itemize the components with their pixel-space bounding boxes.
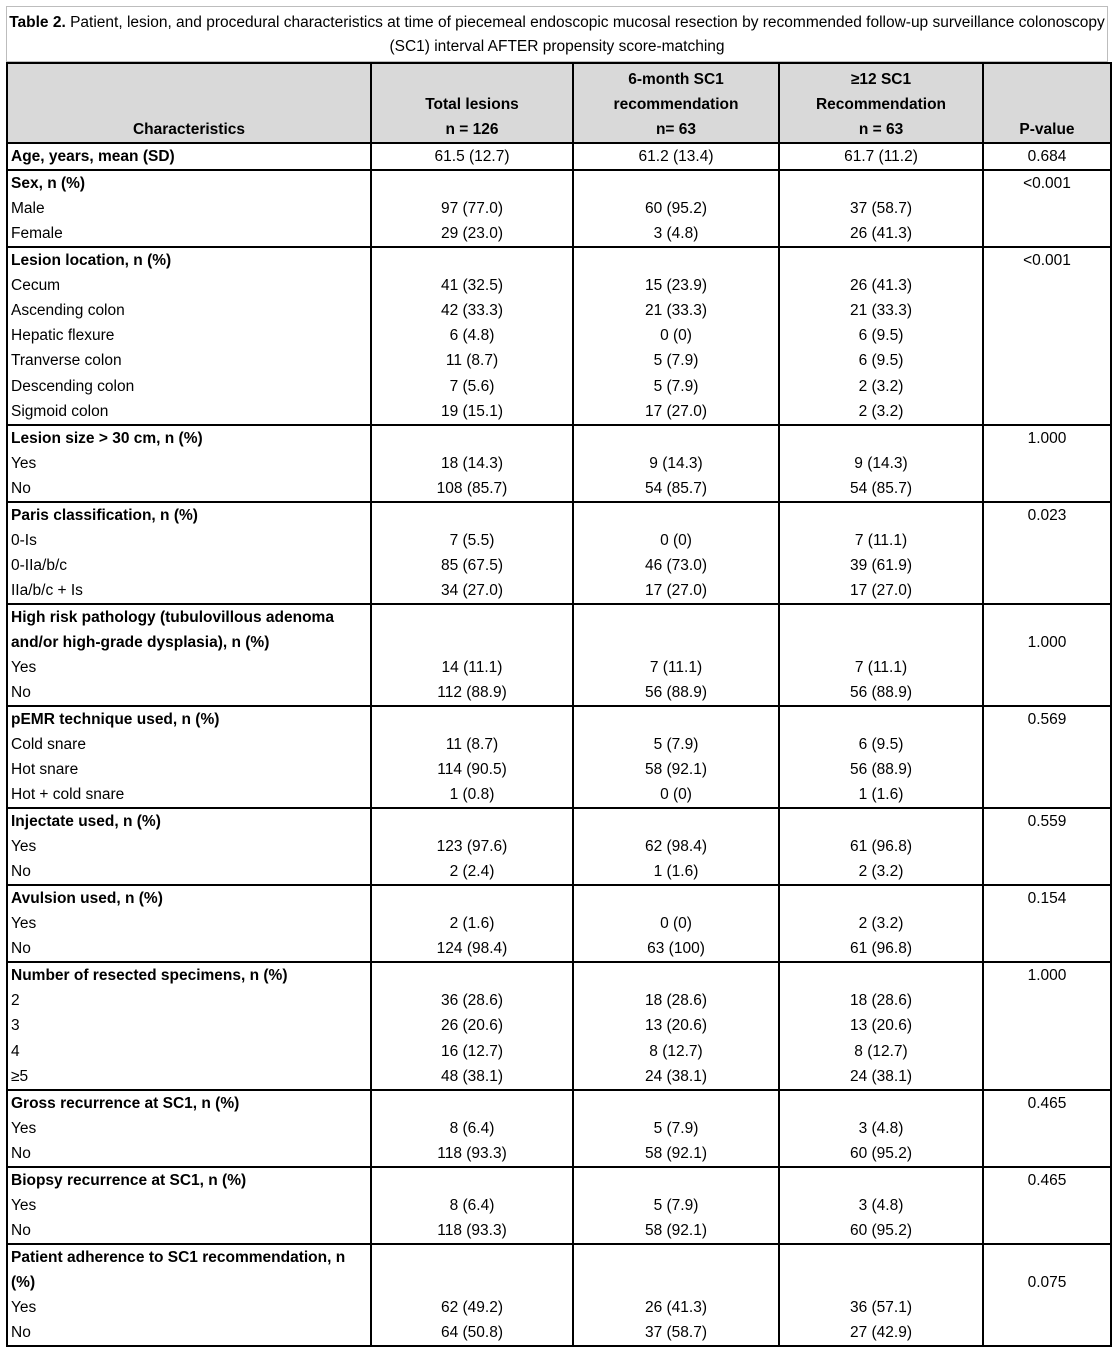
cell-p-value: 0.569 <box>983 706 1111 732</box>
cell-p-value <box>983 553 1111 578</box>
cell-p-value: 0.075 <box>983 1244 1111 1295</box>
table-group-row <box>7 604 1111 655</box>
cell-total: 85 (67.5) <box>371 553 573 578</box>
cell-total: 6 (4.8) <box>371 323 573 348</box>
cell-six-month: 5 (7.9) <box>573 1193 779 1218</box>
table-row <box>7 834 1111 859</box>
cell-p-value <box>983 1218 1111 1244</box>
table-row <box>7 1039 1111 1064</box>
cell-twelve-month: 26 (41.3) <box>779 273 983 298</box>
table-row <box>7 1295 1111 1320</box>
cell-twelve-month: 39 (61.9) <box>779 553 983 578</box>
table-row <box>7 859 1111 885</box>
cell-twelve-month: 2 (3.2) <box>779 911 983 936</box>
cell-total: 26 (20.6) <box>371 1013 573 1038</box>
cell-twelve-month: 37 (58.7) <box>779 196 983 221</box>
cell-total: 29 (23.0) <box>371 221 573 247</box>
row-label: High risk pathology (tubulovillous adenoma and/or high-grade dysplasia), n (%) <box>7 604 371 655</box>
cell-twelve-month <box>779 170 983 196</box>
cell-six-month: 54 (85.7) <box>573 476 779 502</box>
row-label: Gross recurrence at SC1, n (%) <box>7 1090 371 1116</box>
table-row <box>7 1218 1111 1244</box>
cell-p-value: <0.001 <box>983 247 1111 273</box>
cell-six-month: 0 (0) <box>573 911 779 936</box>
cell-six-month: 56 (88.9) <box>573 680 779 706</box>
table-row <box>7 528 1111 553</box>
cell-six-month: 5 (7.9) <box>573 1116 779 1141</box>
row-label: Sigmoid colon <box>7 399 371 425</box>
row-label: Ascending colon <box>7 298 371 323</box>
cell-total: 7 (5.5) <box>371 528 573 553</box>
row-label: ≥5 <box>7 1064 371 1090</box>
cell-twelve-month: 9 (14.3) <box>779 451 983 476</box>
cell-twelve-month: 3 (4.8) <box>779 1193 983 1218</box>
table-row <box>7 451 1111 476</box>
cell-six-month <box>573 170 779 196</box>
table-group-row <box>7 962 1111 988</box>
table-row <box>7 323 1111 348</box>
row-label: No <box>7 859 371 885</box>
header-twelve-month: ≥12 SC1 Recommendation n = 63 <box>779 63 983 143</box>
row-label: No <box>7 1320 371 1346</box>
cell-p-value <box>983 196 1111 221</box>
cell-twelve-month: 56 (88.9) <box>779 757 983 782</box>
table-group-row <box>7 1090 1111 1116</box>
cell-twelve-month <box>779 1244 983 1295</box>
table-row <box>7 476 1111 502</box>
cell-six-month: 1 (1.6) <box>573 859 779 885</box>
cell-six-month <box>573 706 779 732</box>
row-label: Paris classification, n (%) <box>7 502 371 528</box>
row-label: 3 <box>7 1013 371 1038</box>
cell-six-month: 60 (95.2) <box>573 196 779 221</box>
cell-twelve-month <box>779 962 983 988</box>
table-group-row <box>7 502 1111 528</box>
cell-p-value: 1.000 <box>983 604 1111 655</box>
cell-total: 61.5 (12.7) <box>371 143 573 170</box>
cell-twelve-month <box>779 604 983 655</box>
row-label: Yes <box>7 1295 371 1320</box>
table-group-row <box>7 425 1111 451</box>
table-row <box>7 936 1111 962</box>
cell-p-value: 0.465 <box>983 1090 1111 1116</box>
cell-six-month: 8 (12.7) <box>573 1039 779 1064</box>
cell-six-month: 37 (58.7) <box>573 1320 779 1346</box>
row-label: 0-IIa/b/c <box>7 553 371 578</box>
table-group-row <box>7 170 1111 196</box>
cell-twelve-month <box>779 885 983 911</box>
cell-six-month: 17 (27.0) <box>573 578 779 604</box>
cell-total <box>371 425 573 451</box>
cell-twelve-month: 60 (95.2) <box>779 1141 983 1167</box>
cell-twelve-month <box>779 1090 983 1116</box>
cell-total <box>371 502 573 528</box>
cell-six-month: 0 (0) <box>573 323 779 348</box>
cell-total: 19 (15.1) <box>371 399 573 425</box>
row-label: Hepatic flexure <box>7 323 371 348</box>
row-label: Injectate used, n (%) <box>7 808 371 834</box>
cell-twelve-month: 61 (96.8) <box>779 936 983 962</box>
cell-six-month: 26 (41.3) <box>573 1295 779 1320</box>
table-row <box>7 680 1111 706</box>
cell-p-value: <0.001 <box>983 170 1111 196</box>
cell-twelve-month: 61 (96.8) <box>779 834 983 859</box>
row-label: Female <box>7 221 371 247</box>
cell-six-month: 24 (38.1) <box>573 1064 779 1090</box>
cell-twelve-month: 13 (20.6) <box>779 1013 983 1038</box>
cell-total: 8 (6.4) <box>371 1116 573 1141</box>
cell-six-month <box>573 425 779 451</box>
table-row <box>7 348 1111 373</box>
cell-six-month <box>573 247 779 273</box>
cell-total <box>371 170 573 196</box>
cell-twelve-month: 24 (38.1) <box>779 1064 983 1090</box>
cell-twelve-month: 6 (9.5) <box>779 732 983 757</box>
table-row <box>7 757 1111 782</box>
cell-twelve-month: 1 (1.6) <box>779 782 983 808</box>
cell-p-value <box>983 1013 1111 1038</box>
cell-total: 124 (98.4) <box>371 936 573 962</box>
cell-total <box>371 247 573 273</box>
cell-twelve-month: 61.7 (11.2) <box>779 143 983 170</box>
row-label: No <box>7 1141 371 1167</box>
cell-p-value <box>983 528 1111 553</box>
cell-six-month: 58 (92.1) <box>573 1141 779 1167</box>
cell-twelve-month: 2 (3.2) <box>779 399 983 425</box>
row-label: Male <box>7 196 371 221</box>
cell-six-month: 18 (28.6) <box>573 988 779 1013</box>
table-row <box>7 553 1111 578</box>
cell-twelve-month: 17 (27.0) <box>779 578 983 604</box>
cell-p-value <box>983 988 1111 1013</box>
cell-six-month <box>573 962 779 988</box>
cell-p-value: 0.684 <box>983 143 1111 170</box>
cell-p-value <box>983 476 1111 502</box>
cell-six-month: 63 (100) <box>573 936 779 962</box>
cell-twelve-month <box>779 502 983 528</box>
cell-p-value <box>983 757 1111 782</box>
cell-twelve-month: 2 (3.2) <box>779 859 983 885</box>
cell-p-value: 0.559 <box>983 808 1111 834</box>
cell-total: 118 (93.3) <box>371 1218 573 1244</box>
row-label: Tranverse colon <box>7 348 371 373</box>
caption-label: Table 2. <box>9 14 66 31</box>
table-group-row <box>7 1244 1111 1295</box>
cell-six-month: 58 (92.1) <box>573 1218 779 1244</box>
table-row <box>7 399 1111 425</box>
row-label: Age, years, mean (SD) <box>7 143 371 170</box>
table-group-row <box>7 808 1111 834</box>
header-six-month: 6-month SC1 recommendation n= 63 <box>573 63 779 143</box>
table-row <box>7 1193 1111 1218</box>
caption-text: Patient, lesion, and procedural characteristics at time of piecemeal endoscopic mucosal resection by recommended follow-up surveillance colonoscopy (SC1) interval AFTER propensity score-matching <box>70 14 1105 55</box>
cell-p-value <box>983 680 1111 706</box>
cell-p-value: 0.465 <box>983 1167 1111 1193</box>
row-label: No <box>7 936 371 962</box>
cell-total: 123 (97.6) <box>371 834 573 859</box>
cell-six-month <box>573 808 779 834</box>
row-label: Hot + cold snare <box>7 782 371 808</box>
cell-total <box>371 1090 573 1116</box>
table-row <box>7 732 1111 757</box>
table-row <box>7 578 1111 604</box>
cell-six-month: 17 (27.0) <box>573 399 779 425</box>
row-label: Yes <box>7 1116 371 1141</box>
cell-twelve-month: 2 (3.2) <box>779 373 983 398</box>
cell-six-month: 15 (23.9) <box>573 273 779 298</box>
cell-twelve-month: 56 (88.9) <box>779 680 983 706</box>
cell-total: 114 (90.5) <box>371 757 573 782</box>
cell-p-value <box>983 911 1111 936</box>
cell-p-value <box>983 834 1111 859</box>
cell-six-month <box>573 604 779 655</box>
row-label: Biopsy recurrence at SC1, n (%) <box>7 1167 371 1193</box>
cell-total <box>371 885 573 911</box>
cell-p-value <box>983 655 1111 680</box>
table-row <box>7 298 1111 323</box>
cell-twelve-month: 27 (42.9) <box>779 1320 983 1346</box>
cell-twelve-month <box>779 247 983 273</box>
table-row <box>7 1141 1111 1167</box>
row-label: 0-Is <box>7 528 371 553</box>
cell-six-month <box>573 1244 779 1295</box>
row-label: Lesion size > 30 cm, n (%) <box>7 425 371 451</box>
cell-twelve-month: 3 (4.8) <box>779 1116 983 1141</box>
header-row <box>7 63 1111 143</box>
cell-twelve-month: 36 (57.1) <box>779 1295 983 1320</box>
table-row <box>7 273 1111 298</box>
row-label: IIa/b/c + Is <box>7 578 371 604</box>
table-row <box>7 373 1111 398</box>
cell-six-month <box>573 885 779 911</box>
cell-p-value: 1.000 <box>983 425 1111 451</box>
row-label: No <box>7 1218 371 1244</box>
cell-total <box>371 604 573 655</box>
cell-six-month: 5 (7.9) <box>573 373 779 398</box>
cell-total: 118 (93.3) <box>371 1141 573 1167</box>
table-row <box>7 1116 1111 1141</box>
cell-six-month <box>573 1090 779 1116</box>
cell-total: 112 (88.9) <box>371 680 573 706</box>
table-group-row <box>7 885 1111 911</box>
cell-twelve-month: 54 (85.7) <box>779 476 983 502</box>
cell-p-value <box>983 782 1111 808</box>
cell-twelve-month <box>779 706 983 732</box>
cell-p-value <box>983 1193 1111 1218</box>
cell-p-value <box>983 221 1111 247</box>
table-group-row <box>7 706 1111 732</box>
row-label: Avulsion used, n (%) <box>7 885 371 911</box>
table-row <box>7 988 1111 1013</box>
table-row <box>7 196 1111 221</box>
cell-twelve-month <box>779 425 983 451</box>
cell-total: 62 (49.2) <box>371 1295 573 1320</box>
row-label: Yes <box>7 451 371 476</box>
row-label: Cold snare <box>7 732 371 757</box>
header-characteristics: Characteristics <box>7 63 371 143</box>
cell-six-month <box>573 502 779 528</box>
cell-total: 34 (27.0) <box>371 578 573 604</box>
cell-twelve-month: 18 (28.6) <box>779 988 983 1013</box>
table-row <box>7 1013 1111 1038</box>
cell-six-month: 3 (4.8) <box>573 221 779 247</box>
cell-total: 14 (11.1) <box>371 655 573 680</box>
row-label: Yes <box>7 834 371 859</box>
cell-twelve-month: 7 (11.1) <box>779 528 983 553</box>
cell-six-month: 7 (11.1) <box>573 655 779 680</box>
cell-p-value <box>983 1116 1111 1141</box>
cell-p-value <box>983 859 1111 885</box>
cell-total <box>371 1167 573 1193</box>
cell-twelve-month: 7 (11.1) <box>779 655 983 680</box>
cell-p-value <box>983 273 1111 298</box>
cell-p-value <box>983 1039 1111 1064</box>
cell-six-month: 61.2 (13.4) <box>573 143 779 170</box>
cell-total: 97 (77.0) <box>371 196 573 221</box>
row-label: pEMR technique used, n (%) <box>7 706 371 732</box>
header-p-value: P-value <box>983 63 1111 143</box>
table-caption <box>6 6 1108 62</box>
cell-twelve-month: 8 (12.7) <box>779 1039 983 1064</box>
cell-six-month: 0 (0) <box>573 782 779 808</box>
cell-total: 42 (33.3) <box>371 298 573 323</box>
cell-six-month: 5 (7.9) <box>573 348 779 373</box>
table-row <box>7 911 1111 936</box>
row-label: Number of resected specimens, n (%) <box>7 962 371 988</box>
row-label: Yes <box>7 1193 371 1218</box>
cell-twelve-month <box>779 1167 983 1193</box>
cell-six-month <box>573 1167 779 1193</box>
cell-total: 41 (32.5) <box>371 273 573 298</box>
cell-six-month: 46 (73.0) <box>573 553 779 578</box>
table-row <box>7 655 1111 680</box>
cell-p-value <box>983 732 1111 757</box>
table-row <box>7 782 1111 808</box>
cell-total <box>371 962 573 988</box>
row-label: Descending colon <box>7 373 371 398</box>
cell-p-value <box>983 298 1111 323</box>
row-label: No <box>7 476 371 502</box>
cell-six-month: 62 (98.4) <box>573 834 779 859</box>
cell-total: 11 (8.7) <box>371 732 573 757</box>
table-group-row <box>7 1167 1111 1193</box>
cell-total <box>371 1244 573 1295</box>
table-group-row <box>7 143 1111 170</box>
table-group-row <box>7 247 1111 273</box>
row-label: Lesion location, n (%) <box>7 247 371 273</box>
cell-p-value <box>983 373 1111 398</box>
table-row <box>7 1064 1111 1090</box>
cell-six-month: 9 (14.3) <box>573 451 779 476</box>
cell-total: 1 (0.8) <box>371 782 573 808</box>
row-label: No <box>7 680 371 706</box>
cell-twelve-month: 6 (9.5) <box>779 323 983 348</box>
cell-p-value <box>983 1064 1111 1090</box>
cell-total: 18 (14.3) <box>371 451 573 476</box>
table-row <box>7 1320 1111 1346</box>
cell-total: 2 (2.4) <box>371 859 573 885</box>
cell-six-month: 13 (20.6) <box>573 1013 779 1038</box>
cell-six-month: 5 (7.9) <box>573 732 779 757</box>
row-label: 2 <box>7 988 371 1013</box>
row-label: Yes <box>7 655 371 680</box>
cell-p-value <box>983 348 1111 373</box>
cell-total: 108 (85.7) <box>371 476 573 502</box>
cell-twelve-month: 26 (41.3) <box>779 221 983 247</box>
cell-total: 48 (38.1) <box>371 1064 573 1090</box>
cell-p-value <box>983 399 1111 425</box>
cell-total: 11 (8.7) <box>371 348 573 373</box>
row-label: 4 <box>7 1039 371 1064</box>
cell-p-value <box>983 936 1111 962</box>
cell-twelve-month <box>779 808 983 834</box>
cell-p-value: 0.154 <box>983 885 1111 911</box>
header-total-lesions: Total lesions n = 126 <box>371 63 573 143</box>
cell-p-value <box>983 578 1111 604</box>
cell-p-value <box>983 1320 1111 1346</box>
cell-p-value <box>983 323 1111 348</box>
cell-p-value: 1.000 <box>983 962 1111 988</box>
cell-p-value: 0.023 <box>983 502 1111 528</box>
cell-twelve-month: 21 (33.3) <box>779 298 983 323</box>
characteristics-table <box>6 62 1112 1347</box>
cell-p-value <box>983 1141 1111 1167</box>
cell-total <box>371 808 573 834</box>
cell-total <box>371 706 573 732</box>
cell-total: 64 (50.8) <box>371 1320 573 1346</box>
cell-p-value <box>983 451 1111 476</box>
cell-twelve-month: 60 (95.2) <box>779 1218 983 1244</box>
cell-six-month: 21 (33.3) <box>573 298 779 323</box>
row-label: Sex, n (%) <box>7 170 371 196</box>
cell-total: 7 (5.6) <box>371 373 573 398</box>
row-label: Patient adherence to SC1 recommendation, n (%) <box>7 1244 371 1295</box>
cell-p-value <box>983 1295 1111 1320</box>
cell-total: 36 (28.6) <box>371 988 573 1013</box>
cell-six-month: 0 (0) <box>573 528 779 553</box>
cell-six-month: 58 (92.1) <box>573 757 779 782</box>
cell-total: 2 (1.6) <box>371 911 573 936</box>
cell-total: 8 (6.4) <box>371 1193 573 1218</box>
table-row <box>7 221 1111 247</box>
row-label: Cecum <box>7 273 371 298</box>
row-label: Yes <box>7 911 371 936</box>
cell-twelve-month: 6 (9.5) <box>779 348 983 373</box>
row-label: Hot snare <box>7 757 371 782</box>
cell-total: 16 (12.7) <box>371 1039 573 1064</box>
